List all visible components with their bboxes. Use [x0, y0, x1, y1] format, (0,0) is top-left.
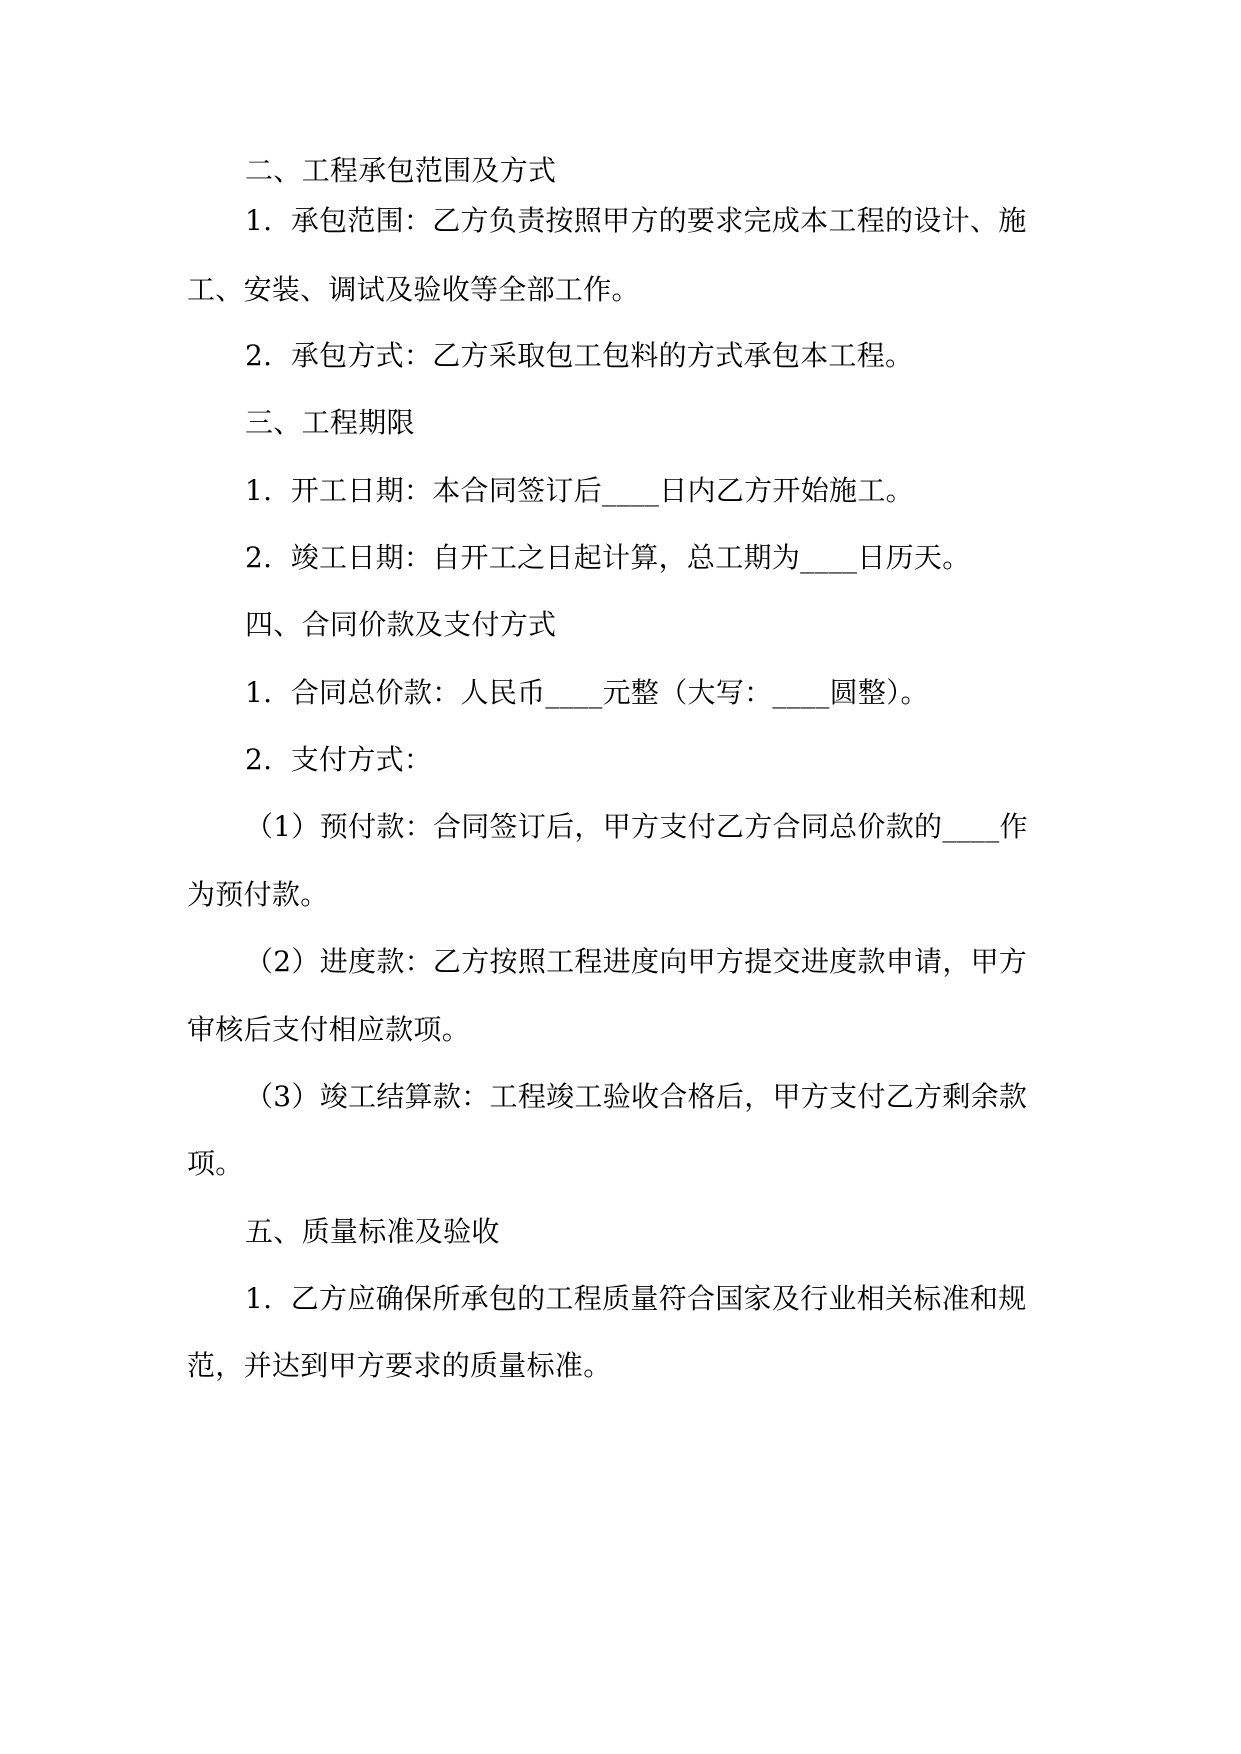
paragraph-line: 工、安装、调试及验收等全部工作。	[187, 273, 640, 306]
paragraph-line: 1. 合同总价款：人民币____元整（大写：____圆整）。	[245, 676, 929, 709]
paragraph-line: 为预付款。	[187, 878, 329, 911]
paragraph-line: 范，并达到甲方要求的质量标准。	[187, 1349, 612, 1382]
paragraph-line: 1. 开工日期：本合同签订后____日内乙方开始施工。	[245, 474, 914, 507]
paragraph-line: 审核后支付相应款项。	[187, 1013, 471, 1046]
paragraph-line: 项。	[187, 1147, 244, 1180]
section-heading-term: 三、工程期限	[245, 406, 415, 439]
paragraph-line: （1）预付款：合同签订后，甲方支付乙方合同总价款的____作	[245, 810, 1028, 843]
paragraph-line: （2）进度款：乙方按照工程进度向甲方提交进度款申请，甲方	[245, 945, 1028, 978]
paragraph-line: 1. 承包范围：乙方负责按照甲方的要求完成本工程的设计、施	[245, 204, 1027, 237]
paragraph-line: 1. 乙方应确保所承包的工程质量符合国家及行业相关标准和规	[245, 1282, 1027, 1315]
paragraph-line: 2. 竣工日期：自开工之日起计算，总工期为____日历天。	[245, 541, 971, 574]
paragraph-line: 2. 支付方式：	[245, 743, 433, 776]
section-heading-price: 四、合同价款及支付方式	[245, 608, 557, 641]
section-heading-scope: 二、工程承包范围及方式	[245, 154, 557, 187]
paragraph-line: 2. 承包方式：乙方采取包工包料的方式承包本工程。	[245, 339, 914, 372]
paragraph-line: （3）竣工结算款：工程竣工验收合格后，甲方支付乙方剩余款	[245, 1080, 1028, 1113]
section-heading-quality: 五、质量标准及验收	[245, 1215, 500, 1248]
